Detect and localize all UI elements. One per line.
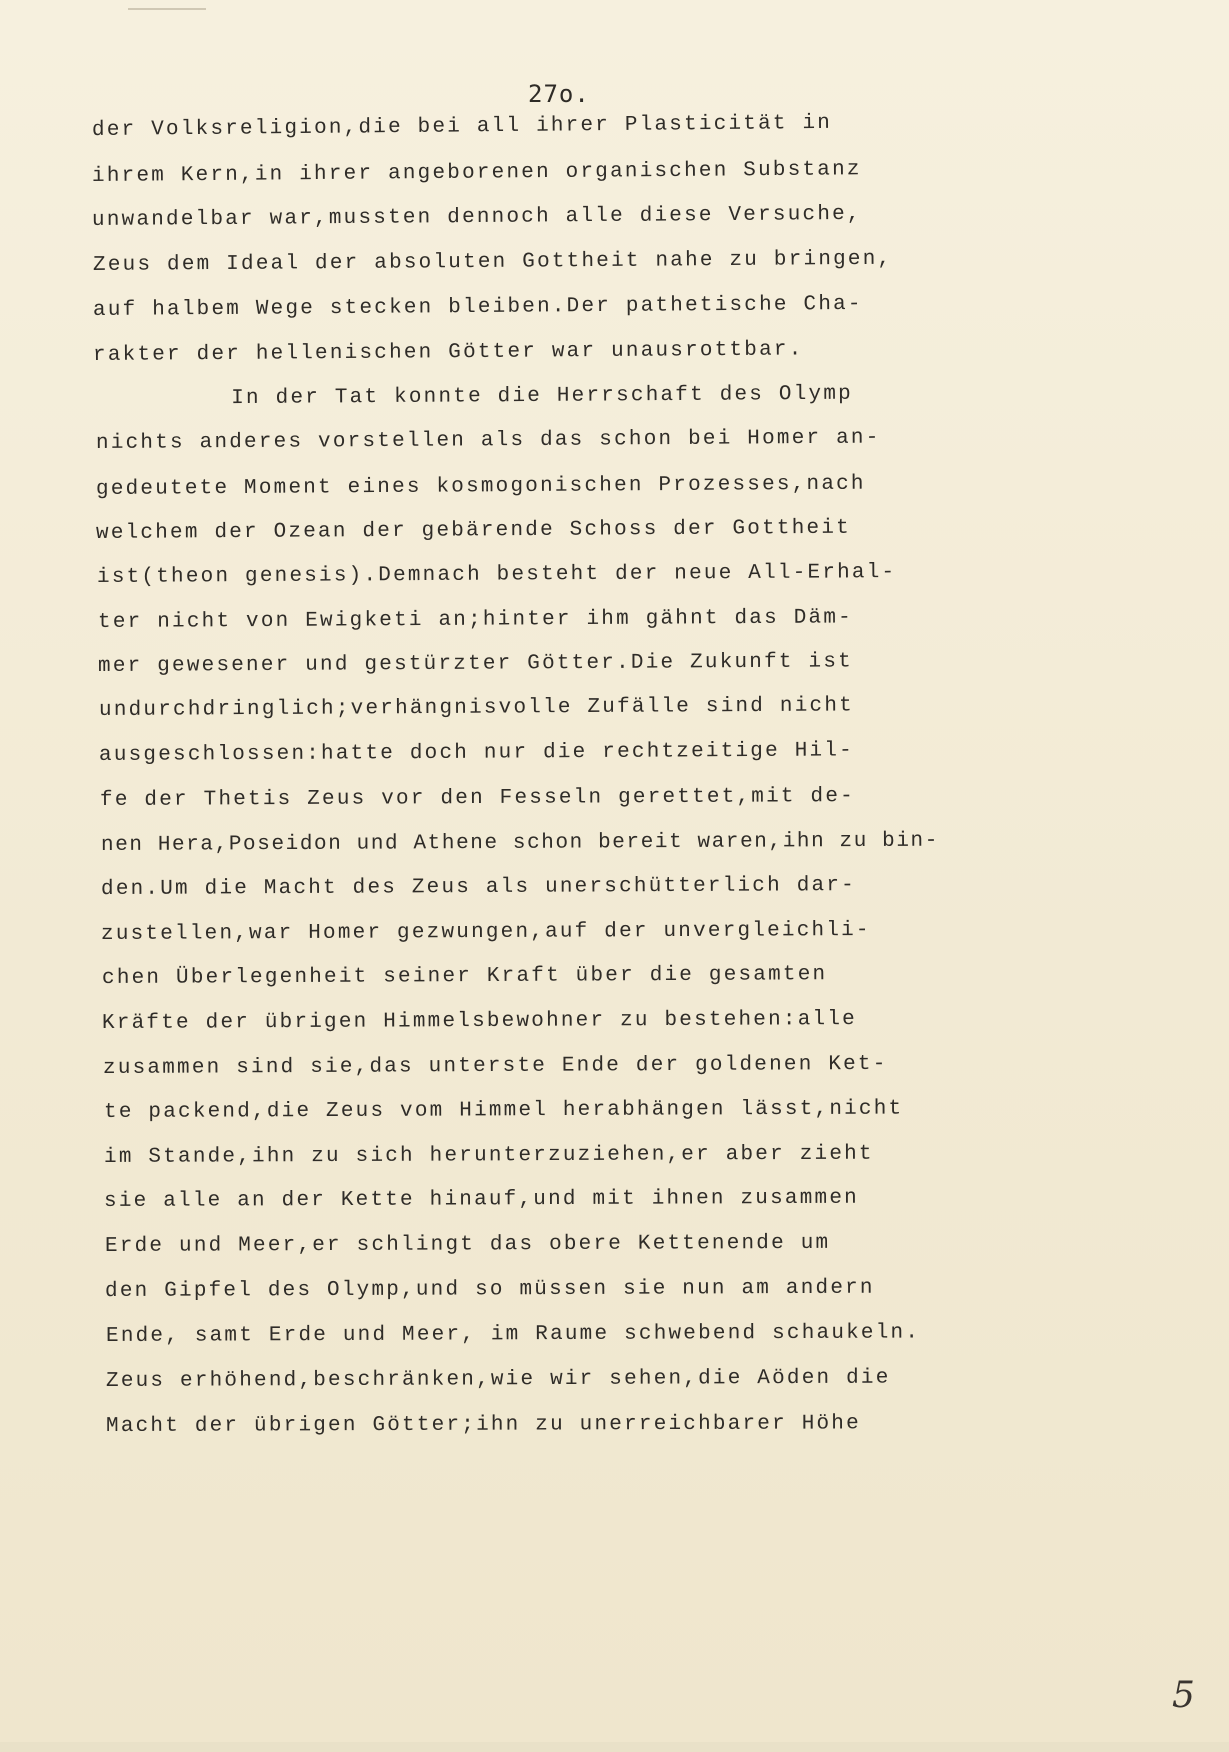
text-line: zusammen sind sie,das unterste Ende der goldenen Ket- bbox=[102, 1052, 888, 1080]
text-line: In der Tat konnte die Herrschaft des Olymp bbox=[97, 382, 853, 411]
text-line: nichts anderes vorstellen als das schon bei Homer an- bbox=[95, 426, 881, 455]
text-line: Zeus dem Ideal der absoluten Gottheit nahe zu bringen, bbox=[92, 247, 893, 277]
text-line: den.Um die Macht des Zeus als unerschütterlich dar- bbox=[100, 874, 856, 901]
text-line: unwandelbar war,mussten dennoch alle diese Versuche, bbox=[91, 202, 862, 232]
text-line: ihrem Kern,in ihrer angeborenen organischen Substanz bbox=[91, 158, 862, 188]
text-line: mer gewesener und gestürzter Götter.Die Zukunft ist bbox=[97, 650, 853, 678]
text-line: Macht der übrigen Götter;ihn zu unerreichbarer Höhe bbox=[105, 1412, 861, 1438]
text-line: sie alle an der Kette hinauf,und mit ihnen zusammen bbox=[103, 1186, 859, 1213]
text-line: ter nicht von Ewigketi an;hinter ihm gähnt das Däm- bbox=[97, 606, 853, 634]
text-line: der Volksreligion,die bei all ihrer Plasticität in bbox=[91, 111, 833, 142]
text-line: gedeutete Moment eines kosmogonischen Prozesses,nach bbox=[95, 472, 866, 501]
text-line: te packend,die Zeus vom Himmel herabhängen lässt,nicht bbox=[103, 1097, 904, 1124]
text-line: rakter der hellenischen Götter war unausrottbar. bbox=[92, 338, 804, 367]
text-line: Ende, samt Erde und Meer, im Raume schwebend schaukeln. bbox=[105, 1321, 921, 1348]
text-line: im Stande,ihn zu sich herunterzuziehen,er aber zieht bbox=[103, 1142, 874, 1169]
text-line: den Gipfel des Olymp,und so müssen sie nun am andern bbox=[104, 1276, 875, 1303]
text-line: welchem der Ozean der gebärende Schoss der Gottheit bbox=[95, 516, 851, 545]
text-line: zustellen,war Homer gezwungen,auf der unvergleichli- bbox=[100, 918, 871, 946]
text-line: undurchdringlich;verhängnisvolle Zufälle sind nicht bbox=[98, 694, 854, 722]
text-line: nen Hera,Poseidon und Athene schon bereit waren,ihn zu bin- bbox=[100, 829, 939, 857]
text-line: Kräfte der übrigen Himmelsbewohner zu bestehen:alle bbox=[101, 1008, 857, 1035]
text-line: Zeus erhöhend,beschränken,wie wir sehen,die Aöden die bbox=[105, 1366, 891, 1393]
text-line: ausgeschlossen:hatte doch nur die rechtzeitige Hil- bbox=[98, 739, 854, 767]
page-number: 27o. bbox=[528, 80, 590, 108]
text-line: chen Überlegenheit seiner Kraft über die gesamten bbox=[101, 963, 828, 990]
text-line: Erde und Meer,er schlingt das obere Kettenende um bbox=[104, 1231, 831, 1258]
text-line: ist(theon genesis).Demnach besteht der neue All-Erhal- bbox=[96, 561, 897, 589]
text-line: auf halbem Wege stecken bleiben.Der pathetische Cha- bbox=[92, 292, 863, 322]
margin-mark: 5 bbox=[1172, 1675, 1195, 1716]
text-line: fe der Thetis Zeus vor den Fesseln gerettet,mit de- bbox=[99, 785, 855, 812]
